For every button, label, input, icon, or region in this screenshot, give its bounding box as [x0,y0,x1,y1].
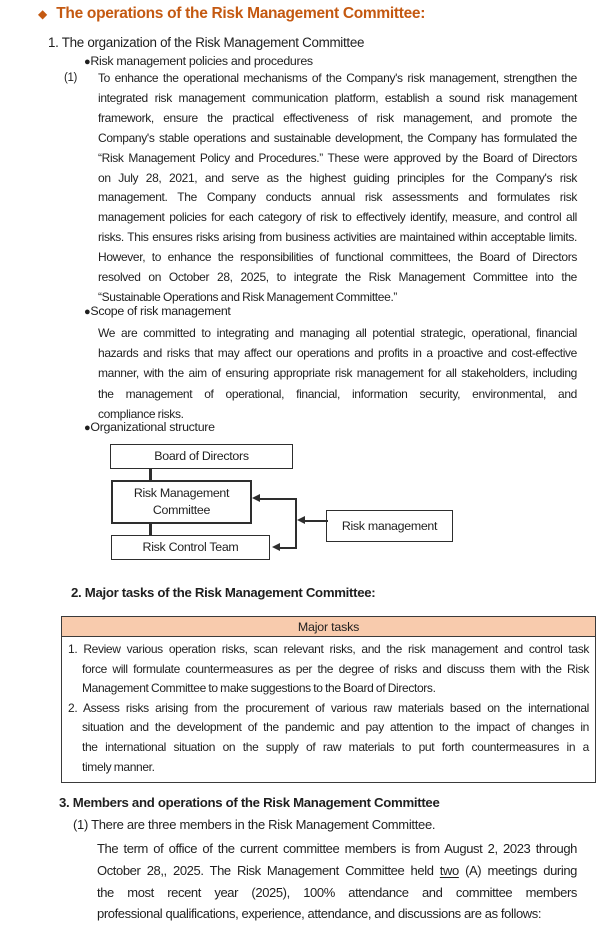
org-box-risk-management: Risk management [326,510,453,542]
arrow-line-from-risk-management [305,520,328,522]
paragraph-line: manner, with the aim of ensuring appropriate risk management for all stakeholders, including [98,366,577,381]
bullet-scope [84,304,231,318]
paragraph-line: on July 28, 2021, and serve as the highest guiding principles for the Company's risk [98,170,577,185]
arrow-head-icon [252,494,260,502]
table-line: situation and the development of the pandemic and pay attention to the impact of changes in [82,720,589,735]
paragraph-line: management. The Company conducts annual risk assessments and formulates risk [98,190,577,205]
major-tasks-table [61,616,596,783]
bullet-organizational-structure [84,420,215,434]
paragraph-line: professional qualifications, experience, attendance, and discussions are as follows: [97,906,542,922]
section3-heading: 3. Members and operations of the Risk Management Committee [59,795,440,810]
org-box-board-of-directors: Board of Directors [110,444,293,469]
org-box-risk-management-committee: Risk Management Committee [111,480,252,524]
table-line: 1. Review various operation risks, scan relevant risks, and the risk management and control task [68,642,589,656]
paragraph-line: framework, ensure the practical effectiveness of risk management, and promote the [98,110,577,125]
arrow-head-icon [297,516,305,524]
paragraph-line: To enhance the operational mechanisms of the Company's risk management, strengthen the [98,71,577,85]
bullet-icon: ● [84,56,91,68]
paragraph-line: risks. This ensures risks arising from business activities are maintained within acceptable limits. [98,230,577,245]
scope-paragraph [98,323,577,424]
section1-heading: 1. The organization of the Risk Management Committee [48,35,365,50]
bullet-org-label: Organizational structure [90,420,215,434]
section2-heading: 2. Major tasks of the Risk Management Committee: [71,585,376,600]
paragraph-line: We are committed to integrating and managing all potential strategic, operational, financial [98,326,577,340]
bullet-scope-label: Scope of risk management [90,304,231,318]
bullet-policies-label: Risk management policies and procedures [90,54,313,68]
table-line: the international situation on the supply of raw materials to put forth countermeasures in a [82,739,589,754]
bullet-policies [84,54,313,68]
paragraph-line: the management of operational, financial, information security, environmental, and [98,386,577,401]
paragraph-line: Company's stable operations and sustainable development, the Company has formulated the [98,130,577,145]
underlined-word: two [439,862,459,878]
policy-paragraph [64,69,577,308]
paragraph-line: compliance risks. [98,406,184,421]
paragraph-line [97,860,577,882]
paragraph-line: “Sustainable Operations and Risk Management Committee.” [98,289,398,304]
section3-paragraph [97,838,577,925]
table-line: Management Committee to make suggestions to the Board of Directors. [82,681,436,696]
section3-item-1: (1) There are three members in the Risk Management Committee. [73,817,436,832]
page-title-row [38,5,425,23]
table-line: 2. Assess risks arising from the procurement of various raw materials based on the international [68,700,589,715]
paragraph-line: resolved on October 28, 2025, to integrate the Risk Management Committee into the [98,270,577,285]
arrow-head-icon [272,543,280,551]
table-line: timely manner. [82,759,155,774]
line-text: October 28,, 2025. The Risk Management Committee held [97,862,440,878]
arrow-line-to-control-team [280,547,297,549]
bullet-icon: ● [84,422,91,434]
org-chart [0,443,600,565]
paragraph-line: “Risk Management Policy and Procedures.” These were approved by the Board of Directors [98,150,577,165]
org-box-risk-control-team: Risk Control Team [111,535,270,560]
paragraph-line: the most recent year (2025), 100% attendance and committee members [97,884,577,900]
table-line: force will formulate countermeasures as per the degree of risks and discuss them with the Risk [82,661,589,676]
bullet-icon: ● [84,306,91,318]
list-marker-1: (1) [64,72,78,84]
arrow-line-to-committee [260,498,297,500]
paragraph-line: The term of office of the current committee members is from August 2, 2023 through [97,841,577,856]
table-header-cell: Major tasks [62,617,595,637]
paragraph-line: However, to enhance the responsibilities of functional committees, the Board of Directors [98,250,577,265]
table-body-cell [62,637,595,782]
paragraph-line: management policies for each category of risk to effectively identify, measure, and control all [98,210,577,225]
connector-committee-to-control-team [149,524,152,535]
paragraph-line: hazards and risks that may affect our operations and profits in a proactive and cost-effective [98,346,577,361]
diamond-bullet-icon: ◆ [38,7,48,21]
connector-board-to-committee [149,469,152,480]
line-text: (A) meetings during [458,862,577,878]
paragraph-line: integrated risk management communication platform, establish a sound risk management [98,90,577,105]
page-title: The operations of the Risk Management Committee: [56,5,426,22]
